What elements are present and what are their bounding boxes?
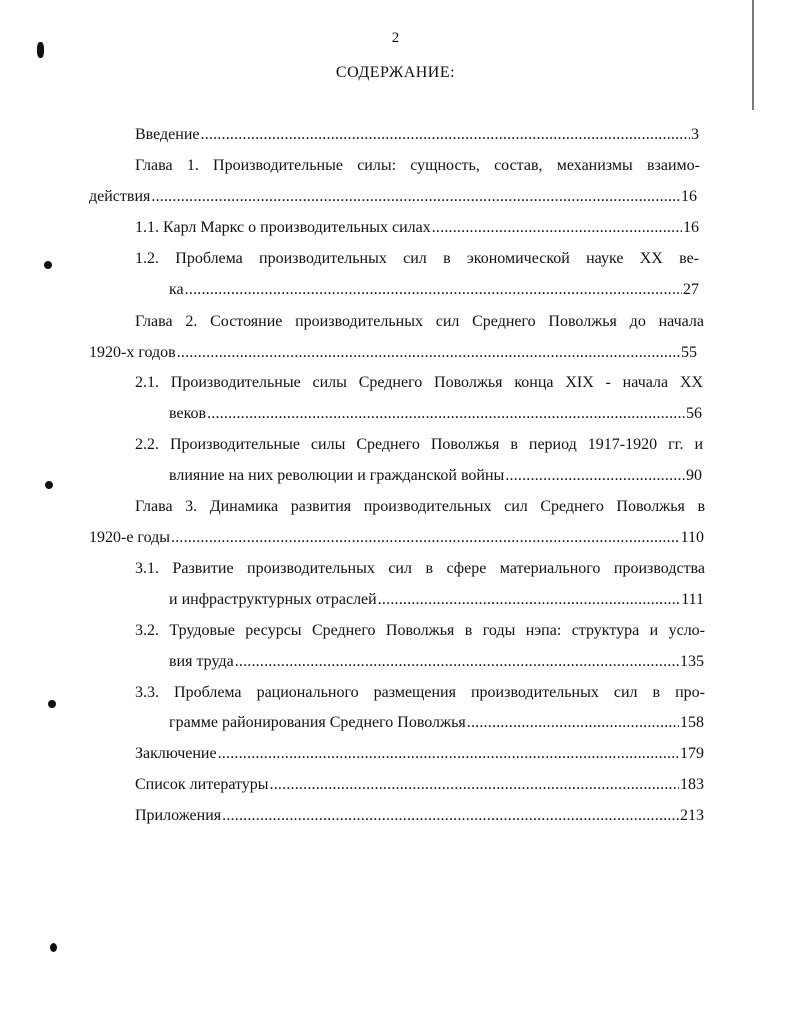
toc-entry-3-2: вия труда ..... 135 bbox=[169, 652, 704, 672]
toc-entry-1-2-line1: 1.2. Проблема производительных сил в экономической науке XX ве- bbox=[135, 250, 699, 267]
toc-entry-3-1: и инфраструктурных отраслей ..... 111 bbox=[169, 590, 704, 610]
toc-entry-ch1: действия ..... 16 bbox=[89, 187, 697, 207]
toc-entry-conclusion: Заключение ..... 179 bbox=[135, 744, 704, 764]
toc-entry-3-2-line1: 3.2. Трудовые ресурсы Среднего Поволжья в годы нэпа: структура и усло- bbox=[135, 622, 705, 639]
toc-entry-ch2: 1920-х годов ..... 55 bbox=[89, 343, 697, 363]
toc-entry-ch3: 1920-е годы ..... 110 bbox=[89, 528, 704, 548]
toc-entry-2-2-line1: 2.2. Производительные силы Среднего Поволжья в период 1917-1920 гг. и bbox=[135, 436, 703, 453]
punch-mark-2 bbox=[44, 261, 52, 269]
toc-entry-1-1: 1.1. Карл Маркс о производительных силах ..... 16 bbox=[135, 218, 699, 238]
toc-entry-2-1-line1: 2.1. Производительные силы Среднего Поволжья конца XIX - начала XX bbox=[135, 374, 703, 391]
toc-entry-3-3-line1: 3.3. Проблема рационального размещения производительных сил в про- bbox=[135, 684, 705, 701]
punch-mark-5 bbox=[50, 943, 57, 952]
scan-edge-line bbox=[752, 0, 754, 110]
toc-entry-intro: Введение ..... 3 bbox=[135, 125, 699, 145]
toc-entry-3-1-line1: 3.1. Развитие производительных сил в сфере материального производства bbox=[135, 560, 705, 577]
toc-entry-ch1-line1: Глава 1. Производительные силы: сущность, состав, механизмы взаимо- bbox=[135, 157, 700, 174]
toc-entry-2-2: влияние на них революции и гражданской войны ..... 90 bbox=[169, 466, 702, 486]
toc-entry-2-1: веков ..... 56 bbox=[169, 404, 702, 424]
toc-entry-references: Список литературы ..... 183 bbox=[135, 775, 704, 795]
punch-mark-1 bbox=[37, 42, 44, 58]
punch-mark-3 bbox=[45, 481, 53, 489]
page-number: 2 bbox=[391, 30, 400, 46]
punch-mark-4 bbox=[48, 700, 56, 708]
toc-entry-ch2-line1: Глава 2. Состояние производительных сил Среднего Поволжья до начала bbox=[135, 313, 704, 330]
toc-entry-ch3-line1: Глава 3. Динамика развития производительных сил Среднего Поволжья в bbox=[135, 498, 705, 515]
toc-entry-3-3: грамме районирования Среднего Поволжья ..... 158 bbox=[169, 713, 704, 733]
page-title: СОДЕРЖАНИЕ: bbox=[335, 64, 456, 81]
toc-entry-appendix: Приложения ..... 213 bbox=[135, 806, 704, 826]
toc-entry-1-2: ка ..... 27 bbox=[169, 280, 699, 300]
